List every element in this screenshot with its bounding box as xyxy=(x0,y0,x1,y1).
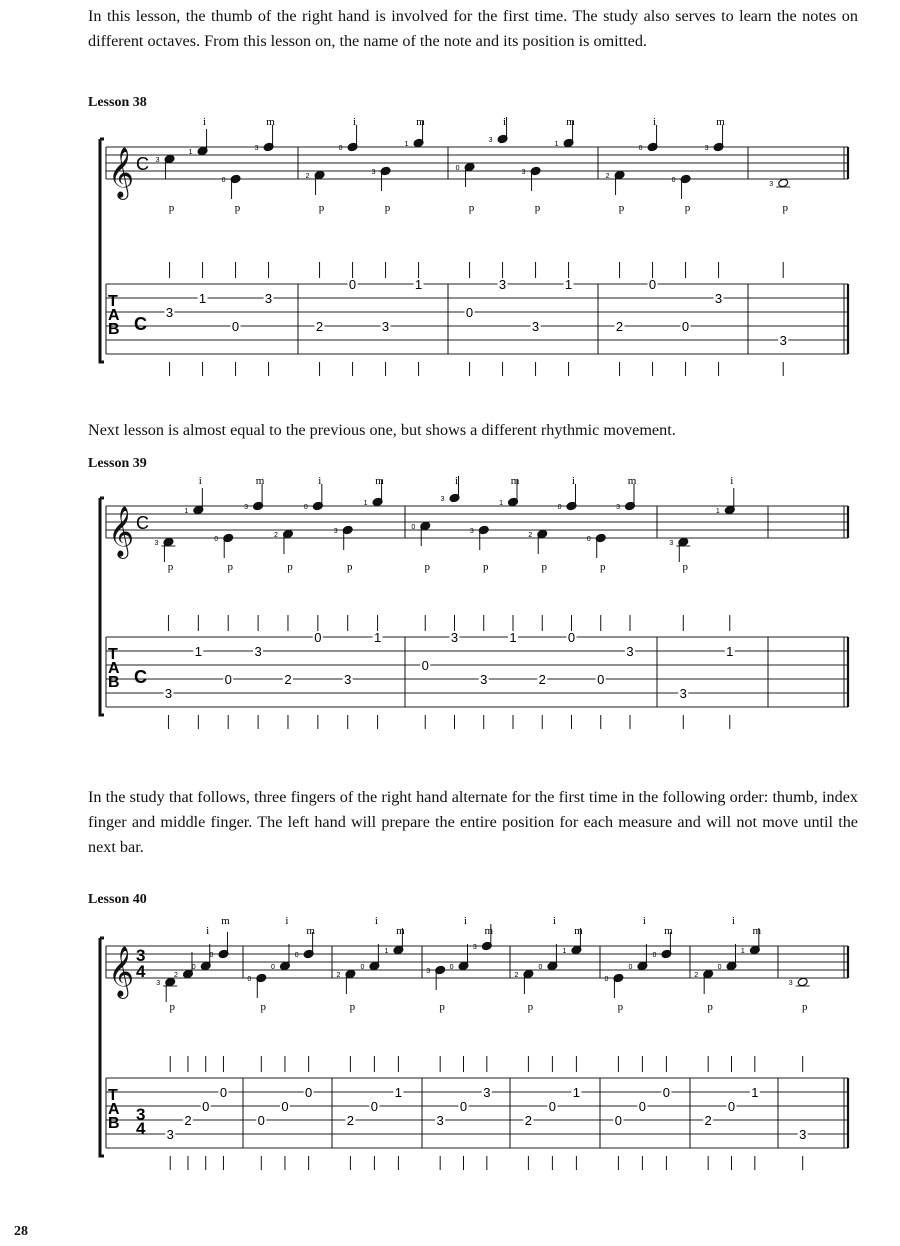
tab-fret-number: 3 xyxy=(381,319,390,334)
right-hand-finger: p xyxy=(287,561,293,573)
fingering-number: 2 xyxy=(605,173,610,180)
fingering-number: 1 xyxy=(404,141,409,148)
system-bracket xyxy=(100,498,104,715)
right-hand-finger: p xyxy=(168,202,175,214)
tab-fret-number: 3 xyxy=(779,333,787,348)
tab-fret-number: 0 xyxy=(727,1099,736,1114)
tab-fret-number: 0 xyxy=(638,1099,647,1114)
right-hand-finger: i xyxy=(318,475,322,487)
system-bracket xyxy=(100,938,104,1156)
fingering-number: 0 xyxy=(191,964,196,971)
right-hand-finger: p xyxy=(682,561,689,573)
right-hand-finger: i xyxy=(642,915,646,927)
fingering-number: 3 xyxy=(769,181,774,188)
tab-clef-letter: A xyxy=(108,660,120,677)
lesson-40-score xyxy=(86,915,866,1190)
fingering-number: 1 xyxy=(715,508,720,515)
fingering-number: 0 xyxy=(586,536,591,543)
fingering-number: 0 xyxy=(628,964,633,971)
fingering-number: 3 xyxy=(371,169,376,176)
right-hand-finger: p xyxy=(167,561,174,573)
fingering-number: 0 xyxy=(671,177,676,184)
tab-clef-letter: B xyxy=(108,674,120,691)
right-hand-finger: p xyxy=(346,561,353,573)
right-hand-finger: m xyxy=(574,925,583,937)
right-hand-finger: p xyxy=(684,202,691,214)
fingering-number: 0 xyxy=(294,952,299,959)
tab-clef-letter: T xyxy=(108,1087,118,1104)
tab-fret-number: 2 xyxy=(538,672,546,687)
tab-fret-number: 0 xyxy=(370,1099,379,1114)
fingering-number: 0 xyxy=(271,964,275,971)
right-hand-finger: i xyxy=(552,915,556,927)
fingering-number: 3 xyxy=(154,540,159,547)
fingering-number: 0 xyxy=(652,952,657,959)
tab-fret-number: 3 xyxy=(531,319,540,334)
fingering-number: 0 xyxy=(638,145,643,152)
fingering-number: 3 xyxy=(426,968,431,975)
tab-fret-number: 3 xyxy=(264,291,273,306)
tab-fret-number: 2 xyxy=(346,1113,355,1128)
treble-clef-icon: 𝄞 xyxy=(108,507,135,556)
time-signature-bottom: 4 xyxy=(136,962,146,981)
treble-clef-icon: 𝄞 xyxy=(108,148,135,197)
right-hand-finger: p xyxy=(260,1001,267,1013)
fingering-number: 1 xyxy=(188,149,193,156)
tab-fret-number: 1 xyxy=(194,644,202,659)
tab-fret-number: 3 xyxy=(164,686,173,701)
time-signature-top: 3 xyxy=(136,946,146,965)
fingering-number: 1 xyxy=(363,500,368,507)
fingering-number: 3 xyxy=(254,145,259,152)
lesson-38-score xyxy=(86,115,866,375)
lesson-38-title: Lesson 38 xyxy=(88,95,147,110)
tab-fret-number: 3 xyxy=(450,630,459,645)
right-hand-finger: m xyxy=(716,116,725,128)
right-hand-finger: p xyxy=(349,1001,356,1013)
right-hand-finger: m xyxy=(375,475,384,487)
tab-clef-letter: B xyxy=(108,321,120,338)
fingering-number: 3 xyxy=(333,528,338,535)
fingering-number: 2 xyxy=(274,532,278,539)
tab-fret-number: 3 xyxy=(436,1113,444,1128)
time-signature: C xyxy=(136,513,149,533)
fingering-number: 3 xyxy=(469,528,474,535)
fingering-number: 2 xyxy=(514,972,519,979)
fingering-number: 2 xyxy=(528,532,533,539)
fingering-number: 3 xyxy=(704,145,709,152)
tab-fret-number: 3 xyxy=(254,644,262,659)
right-hand-finger: m xyxy=(221,915,230,927)
tab-fret-number: 0 xyxy=(597,672,605,687)
right-hand-finger: m xyxy=(255,475,265,487)
fingering-number: 0 xyxy=(247,976,252,983)
tab-clef-letter: T xyxy=(108,646,118,663)
right-hand-finger: i xyxy=(353,116,357,128)
fingering-number: 3 xyxy=(488,137,493,144)
fingering-number: 2 xyxy=(336,972,341,979)
fingering-number: 0 xyxy=(538,964,543,971)
tab-fret-number: 0 xyxy=(348,277,357,292)
right-hand-finger: m xyxy=(566,116,575,128)
tab-fret-number: 0 xyxy=(614,1113,623,1128)
right-hand-finger: m xyxy=(396,925,405,937)
tab-fret-number: 1 xyxy=(394,1085,403,1100)
right-hand-finger: i xyxy=(203,116,207,128)
lesson-40-title: Lesson 40 xyxy=(88,892,147,907)
tab-fret-number: 0 xyxy=(459,1099,468,1114)
tab-fret-number: 0 xyxy=(548,1099,557,1114)
right-hand-finger: i xyxy=(285,915,289,927)
tab-fret-number: 3 xyxy=(480,672,488,687)
fingering-number: 0 xyxy=(455,165,460,172)
right-hand-finger: m xyxy=(306,925,315,937)
fingering-number: 0 xyxy=(214,536,219,543)
tab-fret-number: 2 xyxy=(704,1113,712,1128)
fingering-number: 3 xyxy=(669,540,674,547)
right-hand-finger: p xyxy=(169,1001,175,1013)
tab-fret-number: 1 xyxy=(564,277,573,292)
right-hand-finger: p xyxy=(541,561,547,573)
tab-fret-number: 0 xyxy=(465,305,474,320)
right-hand-finger: p xyxy=(234,202,241,214)
right-hand-finger: p xyxy=(227,561,233,573)
tab-time-signature-top: 3 xyxy=(136,1105,146,1124)
right-hand-finger: m xyxy=(266,116,275,128)
right-hand-finger: p xyxy=(707,1001,713,1013)
right-hand-finger: i xyxy=(454,475,459,487)
tab-fret-number: 0 xyxy=(681,319,690,334)
tab-fret-number: 0 xyxy=(567,630,576,645)
right-hand-finger: m xyxy=(627,475,637,487)
fingering-number: 3 xyxy=(788,980,793,987)
fingering-number: 3 xyxy=(244,504,249,511)
tab-fret-number: 1 xyxy=(509,630,517,645)
page-number: 28 xyxy=(14,1224,28,1239)
right-hand-finger: i xyxy=(571,475,576,487)
tab-fret-number: 0 xyxy=(219,1085,228,1100)
fingering-number: 3 xyxy=(472,944,477,951)
tab-fret-number: 2 xyxy=(284,672,292,687)
right-hand-finger: i xyxy=(198,475,202,487)
tab-fret-number: 0 xyxy=(257,1113,265,1128)
lesson-39-title: Lesson 39 xyxy=(88,456,147,471)
right-hand-finger: i xyxy=(503,116,507,128)
tab-fret-number: 0 xyxy=(231,319,240,334)
tab-time-signature-bottom: 4 xyxy=(136,1119,146,1138)
tab-fret-number: 1 xyxy=(751,1085,759,1100)
tab-fret-number: 2 xyxy=(524,1113,533,1128)
tab-fret-number: 0 xyxy=(421,658,429,673)
notehead xyxy=(778,178,789,188)
fingering-number: 0 xyxy=(338,145,343,152)
tab-fret-number: 3 xyxy=(483,1085,491,1100)
time-signature: C xyxy=(136,154,149,174)
right-hand-finger: p xyxy=(617,1001,624,1013)
lesson-39-score xyxy=(86,470,866,732)
tab-fret-number: 3 xyxy=(165,305,174,320)
tab-fret-number: 0 xyxy=(648,277,657,292)
right-hand-finger: m xyxy=(752,925,762,937)
treble-clef-icon: 𝄞 xyxy=(108,947,135,996)
tab-fret-number: 1 xyxy=(572,1085,581,1100)
right-hand-finger: i xyxy=(731,915,736,927)
tab-fret-number: 1 xyxy=(373,630,382,645)
tab-fret-number: 2 xyxy=(615,319,624,334)
right-hand-finger: p xyxy=(599,561,606,573)
fingering-number: 1 xyxy=(740,948,745,955)
tab-fret-number: 0 xyxy=(304,1085,313,1100)
fingering-number: 1 xyxy=(384,948,389,955)
right-hand-finger: p xyxy=(527,1001,534,1013)
right-hand-finger: i xyxy=(730,475,734,487)
tab-fret-number: 1 xyxy=(726,644,734,659)
right-hand-finger: m xyxy=(416,116,425,128)
tab-fret-number: 0 xyxy=(662,1085,671,1100)
tab-fret-number: 3 xyxy=(626,644,634,659)
tab-fret-number: 0 xyxy=(202,1099,210,1114)
fingering-number: 1 xyxy=(562,948,567,955)
right-hand-finger: p xyxy=(482,561,489,573)
tab-fret-number: 3 xyxy=(679,686,687,701)
tab-fret-number: 1 xyxy=(414,277,423,292)
right-hand-finger: i xyxy=(206,925,210,937)
fingering-number: 1 xyxy=(499,500,503,507)
fingering-number: 3 xyxy=(155,157,160,164)
tab-fret-number: 0 xyxy=(281,1099,289,1114)
right-hand-finger: i xyxy=(653,116,657,128)
study-paragraph: In the study that follows, three fingers of the right hand alternate for the first time in the following order: thumb, index finger and middle finger. The left hand will prepare the entire position for each measure and will not move until the next bar. xyxy=(88,788,858,856)
right-hand-finger: p xyxy=(424,561,430,573)
fingering-number: 0 xyxy=(557,504,562,511)
fingering-number: 2 xyxy=(694,972,699,979)
tab-clef-letter: A xyxy=(108,1101,120,1118)
fingering-number: 3 xyxy=(616,504,620,511)
right-hand-finger: m xyxy=(664,925,673,937)
fingering-number: 0 xyxy=(360,964,365,971)
right-hand-finger: i xyxy=(463,915,468,927)
fingering-number: 1 xyxy=(184,508,189,515)
fingering-number: 0 xyxy=(717,964,722,971)
system-bracket xyxy=(100,139,104,362)
notehead xyxy=(797,977,808,987)
fingering-number: 0 xyxy=(221,177,226,184)
intro-paragraph: In this lesson, the thumb of the right hand is involved for the first time. The study also serves to learn the notes on different octaves. From this lesson on, the name of the note and its position is omitted. xyxy=(88,7,858,50)
tab-fret-number: 2 xyxy=(315,319,324,334)
right-hand-finger: p xyxy=(318,202,325,214)
right-hand-finger: p xyxy=(801,1001,808,1013)
tab-clef-letter: B xyxy=(108,1115,120,1132)
fingering-number: 2 xyxy=(305,173,310,180)
right-hand-finger: p xyxy=(384,202,391,214)
fingering-number: 0 xyxy=(604,976,609,983)
fingering-number: 1 xyxy=(554,141,559,148)
tab-clef-letter: T xyxy=(108,293,118,310)
fingering-number: 3 xyxy=(521,169,526,176)
tab-clef-letter: A xyxy=(108,307,120,324)
tab-fret-number: 3 xyxy=(498,277,507,292)
right-hand-finger: p xyxy=(782,202,788,214)
tab-fret-number: 1 xyxy=(198,291,207,306)
right-hand-finger: p xyxy=(439,1001,445,1013)
fingering-number: 2 xyxy=(174,972,178,979)
tab-time-signature: C xyxy=(134,667,147,687)
tab-fret-number: 2 xyxy=(184,1113,192,1128)
fingering-number: 0 xyxy=(411,524,416,531)
fingering-number: 0 xyxy=(209,952,214,959)
tab-time-signature: C xyxy=(134,314,147,334)
right-hand-finger: p xyxy=(468,202,475,214)
tab-fret-number: 3 xyxy=(799,1127,807,1142)
right-hand-finger: p xyxy=(618,202,625,214)
tab-fret-number: 3 xyxy=(714,291,723,306)
fingering-number: 3 xyxy=(156,980,161,987)
next-lesson-paragraph: Next lesson is almost equal to the previous one, but shows a different rhythmic movement. xyxy=(88,421,676,439)
fingering-number: 0 xyxy=(449,964,454,971)
tab-fret-number: 0 xyxy=(224,672,232,687)
right-hand-finger: m xyxy=(484,925,494,937)
right-hand-finger: i xyxy=(374,915,378,927)
tab-fret-number: 3 xyxy=(344,672,352,687)
right-hand-finger: m xyxy=(510,475,520,487)
right-hand-finger: p xyxy=(534,202,541,214)
tab-fret-number: 0 xyxy=(314,630,322,645)
fingering-number: 3 xyxy=(440,496,445,503)
fingering-number: 0 xyxy=(303,504,308,511)
tab-fret-number: 3 xyxy=(166,1127,174,1142)
